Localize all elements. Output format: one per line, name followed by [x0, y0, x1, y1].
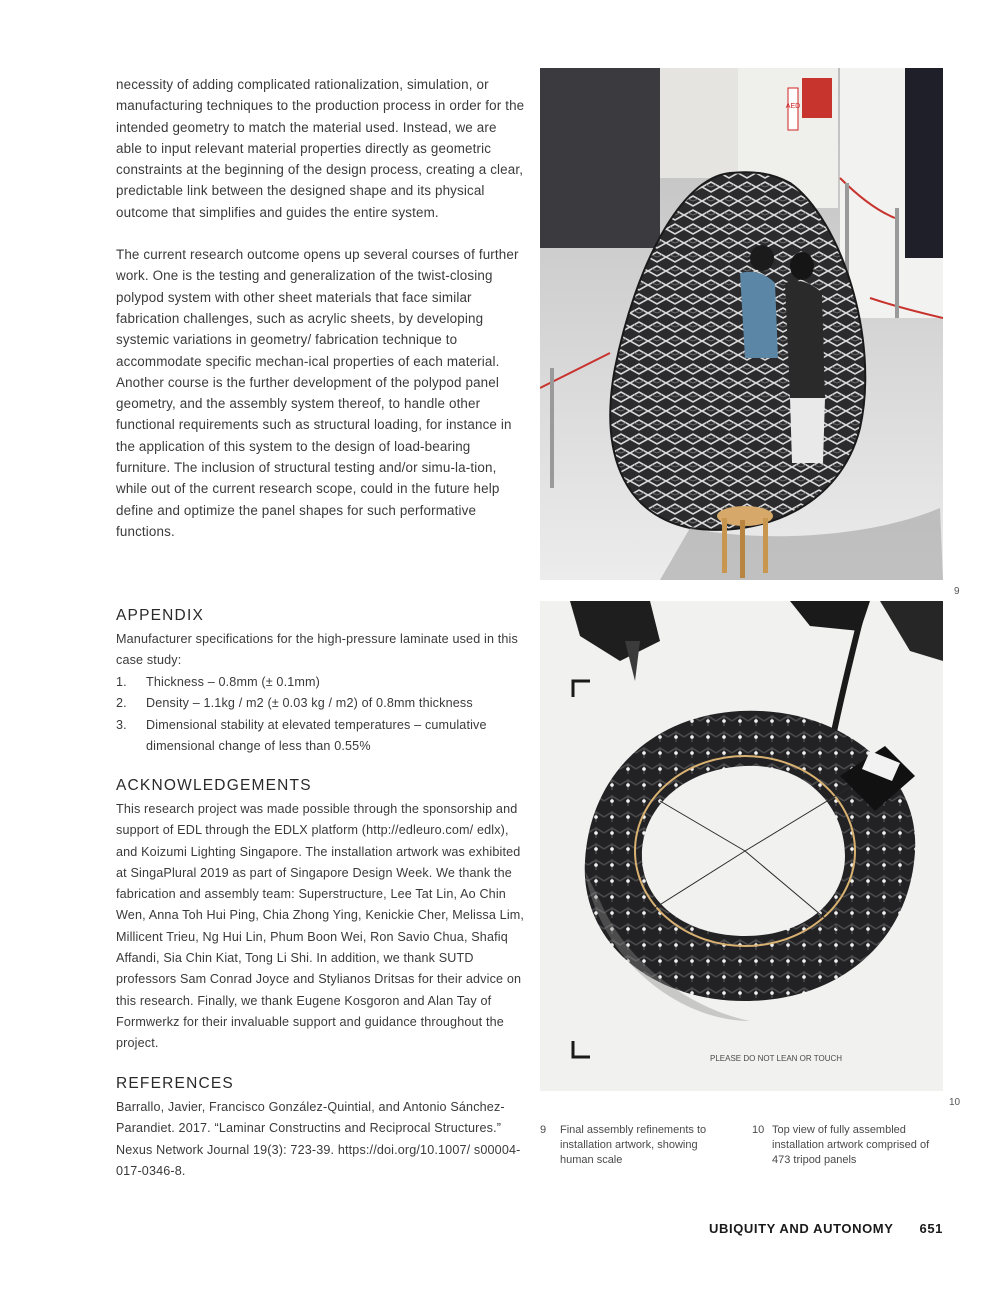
figure-9-caption — [540, 1123, 730, 1168]
spec-item-text: Dimensional stability at elevated temperatures – cumulative dimensional change of less than 0.55% — [146, 717, 487, 753]
spec-item-text: Thickness – 0.8mm (± 0.1mm) — [146, 675, 321, 689]
figure-10-caption — [752, 1123, 944, 1168]
caption-text: Top view of fully assembled installation artwork comprised of 473 tripod panels — [772, 1124, 930, 1166]
body-paragraph-1: necessity of adding complicated rationalization, simulation, or manufacturing techniques to the production process in order for the intended geometry to match the material used. Instead, we are able to input relevant material properties directly as geometric constraints at the beginning of the design process, creating a clear, predictable link between the designed shape and its physical outcome that simplifies and guides the entire system. — [116, 77, 525, 220]
page-footer — [709, 1221, 943, 1236]
page-number: 651 — [919, 1221, 943, 1236]
aed-sign: AED — [785, 103, 801, 110]
spec-item-number: 3. — [116, 717, 127, 732]
acknowledgements-text: This research project was made possible through the sponsorship and support of EDL through the EDLX platform (http://edleuro.com/ edlx), and Koizumi Lighting Singapore. The installation artwork was exhibited at SingaPlural 2019 as part of Singapore Design Week. We thank the fabrication and assembly team: Superstructure, Lee Tat Lin, Ao Chin Wen, Anna Toh Hui Ping, Chia Zhong Ying, Kenickie Cher, Melissa Lim, Millicent Trieu, Ng Hui Lin, Phum Boon Wei, Ron Savio Chua, Shafiq Affandi, Sia Chin Kiat, Tong Li Shi. In addition, we thank SUTD professors Sam Conrad Joyce and Stylianos Dritsas for their advice on this research. Finally, we thank Eugene Kosgoron and Alan Tay of Formwerkz for their invaluable support and guidance throughout the project. — [116, 802, 525, 1051]
running-title: UBIQUITY AND AUTONOMY — [709, 1221, 894, 1236]
floor-warning-text: PLEASE DO NOT LEAN OR TOUCH — [710, 1054, 843, 1063]
references-heading: REFERENCES — [116, 1075, 234, 1092]
caption-number: 10 — [752, 1124, 765, 1136]
spec-item — [116, 693, 526, 714]
spec-list — [116, 672, 526, 757]
caption-number: 9 — [540, 1124, 547, 1136]
figure-9-photo — [540, 68, 943, 580]
figure-10-photo — [540, 601, 943, 1091]
spec-item-number: 1. — [116, 675, 127, 689]
body-paragraph-2: The current research outcome opens up several courses of further work. One is the testing and generalization of the twist-closing polypod system with other sheet materials that face similar fabrication challenges, such as acrylic sheets, by developing systemic variations in geometry/ fabrication technique to accommodate specific mechan-ical properties of each material. Another course is the further development of the polypod panel geometry, and the assembly system thereof, to handle other functional requirements such as structural loading, for instance in the application of this system to the design of load-bearing furniture. The inclusion of structural testing and/or simu-la-tion, while out of the current research scope, could in the future help define and optimize the panel shapes for such performative functions. — [116, 247, 519, 539]
spec-item — [116, 715, 526, 758]
acknowledgements-heading: ACKNOWLEDGEMENTS — [116, 777, 312, 794]
caption-text: Final assembly refinements to installation artwork, showing human scale — [560, 1124, 707, 1166]
reference-entry: Barrallo, Javier, Francisco González-Quintial, and Antonio Sánchez-Parandiet. 2017. “Laminar Constructins and Reciprocal Structures.” Nexus Network Journal 19(3): 723-39. https://doi.org/10.1007/ s00004-017-0346-8. — [116, 1100, 521, 1178]
spec-item-text: Density – 1.1kg / m2 (± 0.03 kg / m2) of 0.8mm thickness — [146, 696, 473, 711]
appendix-intro: Manufacturer specifications for the high-pressure laminate used in this case study: — [116, 632, 518, 668]
appendix-heading: APPENDIX — [116, 607, 204, 624]
spec-item-number: 2. — [116, 696, 127, 711]
spec-item — [116, 672, 526, 693]
body-text-column — [116, 74, 526, 542]
figure-10-number: 10 — [949, 1097, 961, 1108]
figure-9-number: 9 — [954, 586, 960, 597]
